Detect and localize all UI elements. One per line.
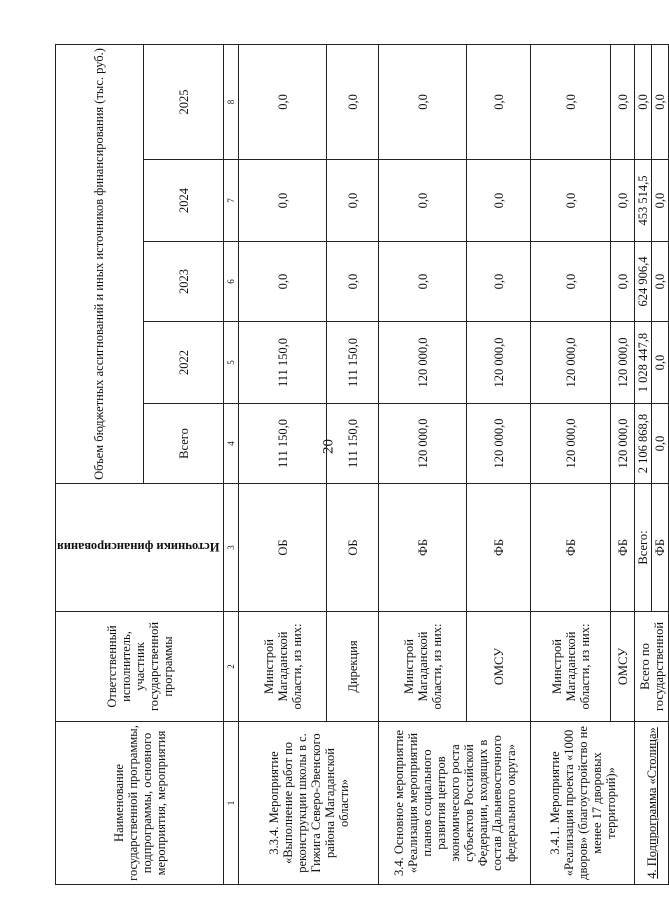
column-number: 2 xyxy=(224,612,239,722)
row-value-2023: 624 906,4 xyxy=(635,242,652,322)
header-year-2024: 2024 xyxy=(143,160,224,242)
rotated-table-wrapper xyxy=(55,45,668,885)
row-total: 120 000,0 xyxy=(531,404,611,484)
row-name: 3.4. Основное мероприятие «Реализация мероприятий планов социального развития центров экономического роста субъектов Российской Федерации, входящих в состав Дальневосточного федерального округа» xyxy=(379,722,531,885)
row-value-2025: 0,0 xyxy=(379,44,467,159)
column-number-row xyxy=(224,44,239,884)
header-year-2022: 2022 xyxy=(143,322,224,404)
row-value-2023: 0,0 xyxy=(239,242,327,322)
row-value-2025: 0,0 xyxy=(467,44,531,159)
row-executor: Минстрой Магаданской области, из них: xyxy=(379,612,467,722)
row-value-2022: 120 000,0 xyxy=(379,322,467,404)
column-number: 1 xyxy=(224,722,239,885)
row-executor: Минстрой Магаданской области, из них: xyxy=(239,612,327,722)
row-source: ФБ xyxy=(652,484,669,612)
row-value-2025: 0,0 xyxy=(327,44,379,159)
header-year-2023: 2023 xyxy=(143,242,224,322)
row-total: 120 000,0 xyxy=(611,404,635,484)
page-number: 20 xyxy=(320,439,337,454)
column-number: 4 xyxy=(224,404,239,484)
row-name: 3.3.4. Мероприятие «Выполнение работ по реконструкции школы в с. Гижига Северо-Эвенского района Магаданской области» xyxy=(239,722,379,885)
row-value-2024: 0,0 xyxy=(531,160,611,242)
header-name: Наименование государственной программы, подпрограммы, основного мероприятия, мероприятия xyxy=(56,722,224,885)
header-total: Всего xyxy=(143,404,224,484)
row-value-2023: 0,0 xyxy=(327,242,379,322)
row-total: 111 150,0 xyxy=(327,404,379,484)
row-source: ОБ xyxy=(327,484,379,612)
header-volume: Объем бюджетных ассигнований и иных источников финансирования (тыс. руб.) xyxy=(56,44,144,483)
header-source: Источники финансирования xyxy=(57,540,220,555)
header-row-1 xyxy=(56,44,144,884)
row-value-2022: 120 000,0 xyxy=(611,322,635,404)
row-value-2022: 120 000,0 xyxy=(531,322,611,404)
row-source: ФБ xyxy=(531,484,611,612)
financing-table xyxy=(55,44,669,885)
row-value-2022: 1 028 447,8 xyxy=(635,322,652,404)
row-value-2022: 0,0 xyxy=(652,322,669,404)
row-value-2025: 0,0 xyxy=(635,44,652,159)
row-source: ОБ xyxy=(239,484,327,612)
row-value-2025: 0,0 xyxy=(239,44,327,159)
row-source: Всего: xyxy=(635,484,652,612)
row-value-2022: 111 150,0 xyxy=(327,322,379,404)
table-row xyxy=(239,44,327,884)
column-number: 5 xyxy=(224,322,239,404)
table-row xyxy=(531,44,611,884)
column-number: 7 xyxy=(224,160,239,242)
row-value-2024: 0,0 xyxy=(239,160,327,242)
row-value-2023: 0,0 xyxy=(531,242,611,322)
header-year-2025: 2025 xyxy=(143,44,224,159)
row-total: 111 150,0 xyxy=(239,404,327,484)
row-name: 3.4.1. Мероприятие «Реализация проекта «1000 дворов» (благоустройство не менее 17 дворовых территорий)» xyxy=(531,722,635,885)
row-value-2022: 111 150,0 xyxy=(239,322,327,404)
row-value-2024: 453 514,5 xyxy=(635,160,652,242)
row-value-2024: 0,0 xyxy=(652,160,669,242)
row-value-2023: 0,0 xyxy=(652,242,669,322)
row-executor: ОМСУ xyxy=(467,612,531,722)
header-source-cell xyxy=(56,484,224,612)
row-value-2024: 0,0 xyxy=(467,160,531,242)
row-value-2024: 0,0 xyxy=(379,160,467,242)
column-number: 8 xyxy=(224,44,239,159)
row-source: ФБ xyxy=(611,484,635,612)
row-value-2025: 0,0 xyxy=(611,44,635,159)
row-value-2024: 0,0 xyxy=(327,160,379,242)
row-value-2022: 120 000,0 xyxy=(467,322,531,404)
row-source: ФБ xyxy=(467,484,531,612)
column-number: 3 xyxy=(224,484,239,612)
row-total: 120 000,0 xyxy=(379,404,467,484)
row-value-2025: 0,0 xyxy=(531,44,611,159)
row-value-2023: 0,0 xyxy=(611,242,635,322)
row-total: 0,0 xyxy=(652,404,669,484)
row-total: 2 106 868,8 xyxy=(635,404,652,484)
row-name: 4. Подпрограмма «Столица» xyxy=(635,722,669,885)
row-executor: Дирекция xyxy=(327,612,379,722)
row-value-2025: 0,0 xyxy=(652,44,669,159)
row-value-2024: 0,0 xyxy=(611,160,635,242)
row-source: ФБ xyxy=(379,484,467,612)
row-executor: Минстрой Магаданской области, из них: xyxy=(531,612,611,722)
row-value-2023: 0,0 xyxy=(467,242,531,322)
table-row xyxy=(635,44,652,884)
row-value-2023: 0,0 xyxy=(379,242,467,322)
row-executor: ОМСУ xyxy=(611,612,635,722)
row-executor: Всего по государственной xyxy=(635,612,669,722)
table-row xyxy=(379,44,467,884)
header-executor: Ответственный исполнитель, участник государственной программы xyxy=(56,612,224,722)
row-total: 120 000,0 xyxy=(467,404,531,484)
column-number: 6 xyxy=(224,242,239,322)
